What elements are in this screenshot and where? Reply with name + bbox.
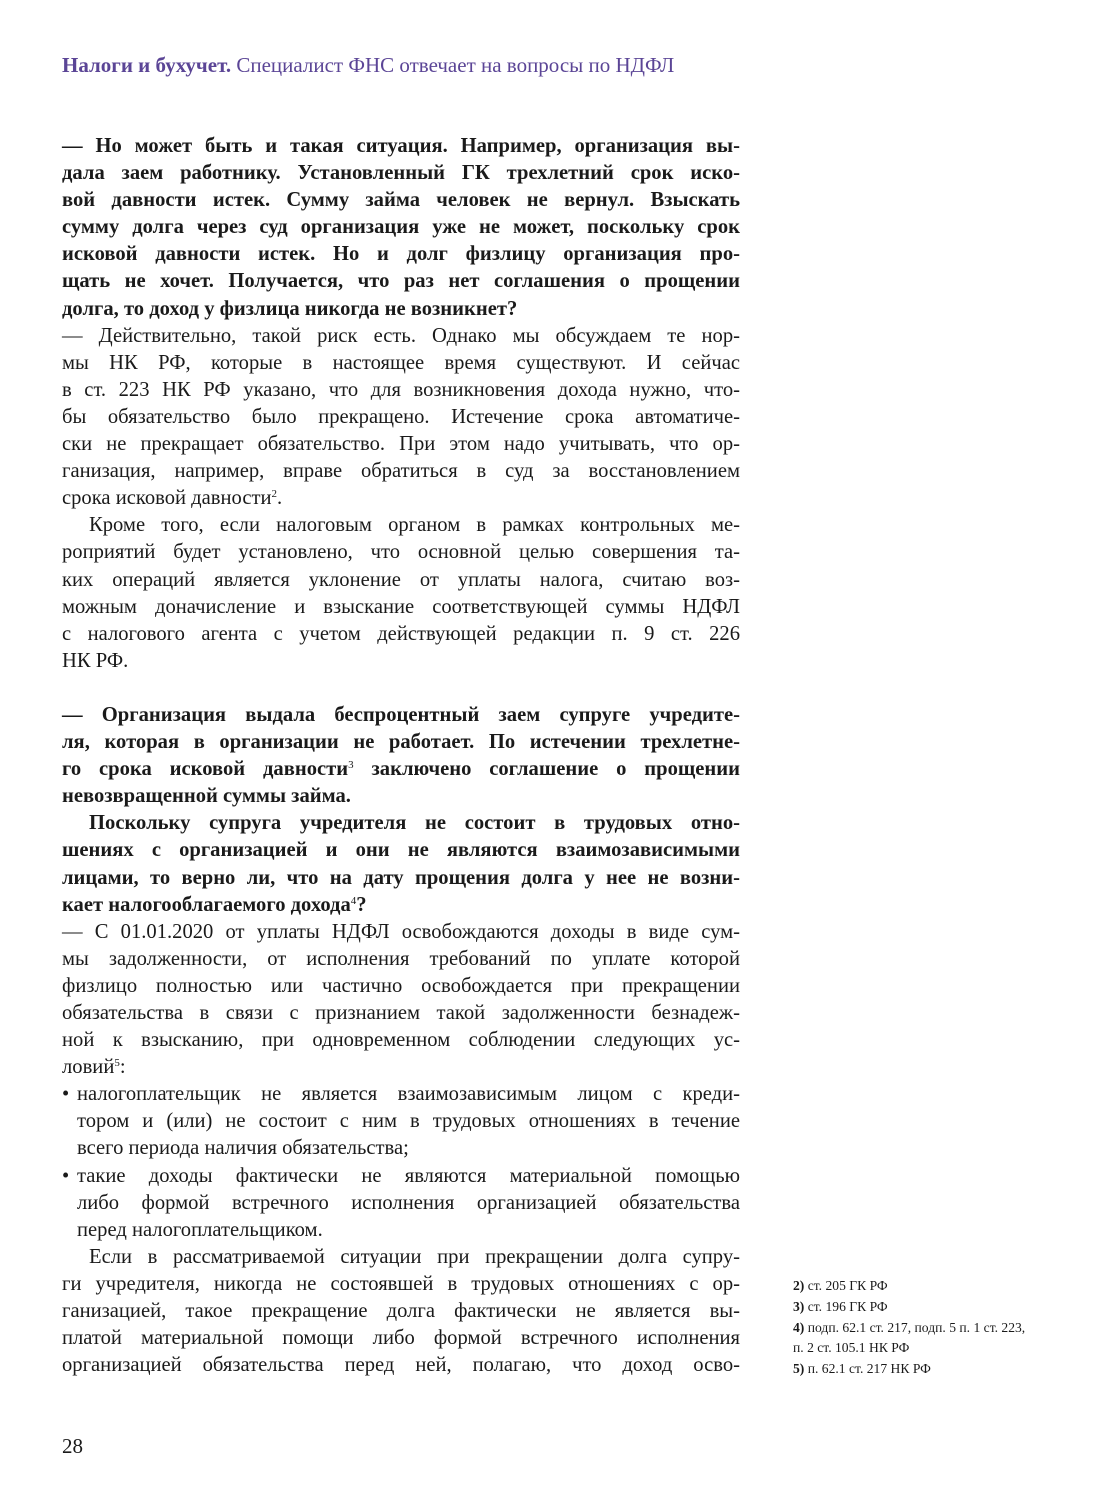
question-paragraph [62, 702, 740, 810]
question-paragraph [62, 133, 740, 323]
text-segment: срока исковой давности [62, 487, 272, 510]
text-segment: го срока исковой давности [62, 758, 349, 781]
text-line: ля, которая в организации не работает. По истечении трехлетне- [62, 731, 740, 754]
text-line: дала заем работнику. Установленный ГК трехлетний срок иско- [62, 162, 740, 185]
text-line: — Действительно, такой риск есть. Однако мы обсуждаем те нор- [62, 324, 740, 347]
text-line: Кроме того, если налоговым органом в рамках контрольных ме- [89, 514, 740, 537]
text-line: исковой давности истек. Но и долг физлицу организация про- [62, 243, 740, 266]
text-line: лицами, то верно ли, что на дату прощения долга у нее не возни- [62, 866, 740, 889]
footnote-text: п. 62.1 ст. 217 НК РФ [807, 1361, 931, 1376]
text-line: невозвращенной суммы займа. [62, 785, 351, 808]
footnote-number: 3) [793, 1299, 805, 1314]
text-line: ной к взысканию, при одновременном соблюдении следующих ус- [62, 1029, 740, 1052]
footnote-text: ст. 205 ГК РФ [807, 1278, 888, 1293]
text-line: платой материальной помощи либо формой встречного исполнения [62, 1327, 740, 1350]
text-line: налогоплательщик не является взаимозависимым лицом с креди- [77, 1083, 740, 1106]
bullet-item [62, 1163, 740, 1244]
text-segment: кает налогооблагаемого дохода [62, 893, 351, 916]
text-line: перед налогоплательщиком. [77, 1218, 323, 1241]
text-line: щать не хочет. Получается, что раз нет соглашения о прощении [62, 270, 740, 293]
answer-paragraph [62, 1244, 740, 1379]
footnote-ref[interactable]: 2 [271, 488, 278, 501]
bullet-icon: • [62, 1164, 70, 1187]
text-line: — Но может быть и такая ситуация. Например, организация вы- [62, 135, 740, 157]
text-line: такие доходы фактически не являются материальной помощью [77, 1164, 740, 1187]
footnote [793, 1359, 1033, 1379]
text-line: в ст. 223 НК РФ указано, что для возникновения дохода нужно, что- [62, 378, 740, 401]
text-segment: . [277, 487, 283, 510]
footnote [793, 1276, 1033, 1296]
article-title: Специалист ФНС отвечает на вопросы по НДФЛ [236, 53, 675, 77]
footnote-ref[interactable]: 3 [348, 759, 354, 772]
text-line: можным доначисление и взыскание соответствующей суммы НДФЛ [62, 595, 740, 618]
footnote [793, 1297, 1033, 1317]
question-paragraph [62, 810, 740, 918]
text-segment: ? [356, 893, 367, 916]
text-line: Поскольку супруга учредителя не состоит в трудовых отно- [89, 812, 740, 835]
text-line: сумму долга через суд организация уже не может, поскольку срок [62, 216, 740, 239]
text-line [62, 892, 740, 919]
text-line: ги учредителя, никогда не состоявшей в трудовых отношениях с ор- [62, 1272, 740, 1295]
text-line: мы НК РФ, которые в настоящее время существуют. И сейчас [62, 351, 740, 374]
text-line: организацией обязательства перед ней, полагаю, что доход осво- [62, 1354, 740, 1377]
text-line: либо формой встречного исполнения организацией обязательства [77, 1191, 740, 1214]
text-line: бы обязательство было прекращено. Истечение срока автоматиче- [62, 405, 740, 428]
text-line: роприятий будет установлено, что основной целью совершения та- [62, 541, 740, 564]
text-line: всего периода наличия обязательства; [77, 1137, 409, 1160]
text-line [62, 485, 740, 512]
text-line: — С 01.01.2020 от уплаты НДФЛ освобождаются доходы в виде сум- [62, 920, 740, 943]
text-line: ганизация, например, вправе обратиться в суд за восстановлением [62, 460, 740, 483]
footnote-ref[interactable]: 4 [350, 894, 357, 907]
running-header [62, 53, 674, 78]
text-line: Если в рассматриваемой ситуации при прекращении долга супру- [89, 1245, 740, 1268]
text-segment: ловий [62, 1056, 115, 1079]
text-line [62, 1054, 740, 1081]
page-number: 28 [62, 1434, 83, 1458]
text-line: ганизацией, такое прекращение долга фактически не является вы- [62, 1300, 740, 1323]
section-name: Налоги и бухучет. [62, 53, 232, 77]
answer-paragraph [62, 323, 740, 513]
footnote [793, 1318, 1033, 1358]
text-line: ких операций является уклонение от уплаты налога, считаю воз- [62, 568, 740, 591]
answer-paragraph [62, 512, 740, 675]
text-line: с налогового агента с учетом действующей редакции п. 9 ст. 226 [62, 622, 740, 645]
text-line: вой давности истек. Сумму займа человек не вернул. Взыскать [62, 189, 740, 212]
footnote-number: 2) [793, 1278, 805, 1293]
text-line [62, 756, 740, 783]
text-line: — Организация выдала беспроцентный заем супруге учредите- [62, 703, 740, 726]
text-line: ски не прекращает обязательство. При этом надо учитывать, что ор- [62, 433, 740, 456]
bullet-icon: • [62, 1083, 70, 1106]
main-text-column [62, 133, 740, 1379]
footnotes [793, 1276, 1033, 1380]
text-line: НК РФ. [62, 649, 129, 672]
footnote-number: 5) [793, 1361, 805, 1376]
text-line: долга, то доход у физлица никогда не возникнет? [62, 297, 518, 320]
paragraph-spacer [62, 675, 740, 702]
text-segment: : [119, 1056, 126, 1079]
footnote-text: подп. 62.1 ст. 217, подп. 5 п. 1 ст. 223, п. 2 ст. 105.1 НК РФ [793, 1320, 1026, 1355]
footnote-ref[interactable]: 5 [114, 1057, 120, 1070]
bullet-item [62, 1081, 740, 1162]
text-line: физлицо полностью или частично освобождается при прекращении [62, 974, 740, 997]
text-line: обязательства в связи с признанием такой задолженности безнадеж- [62, 1002, 740, 1024]
text-line: мы задолженности, от исполнения требований по уплате которой [62, 947, 740, 970]
text-line: шениях с организацией и они не являются взаимозависимыми [62, 839, 740, 862]
text-line: тором и (или) не состоит с ним в трудовых отношениях в течение [77, 1110, 740, 1133]
text-segment: заключено соглашение о прощении [353, 758, 740, 781]
footnote-text: ст. 196 ГК РФ [807, 1299, 888, 1314]
answer-paragraph [62, 919, 740, 1082]
footnote-number: 4) [793, 1320, 805, 1335]
